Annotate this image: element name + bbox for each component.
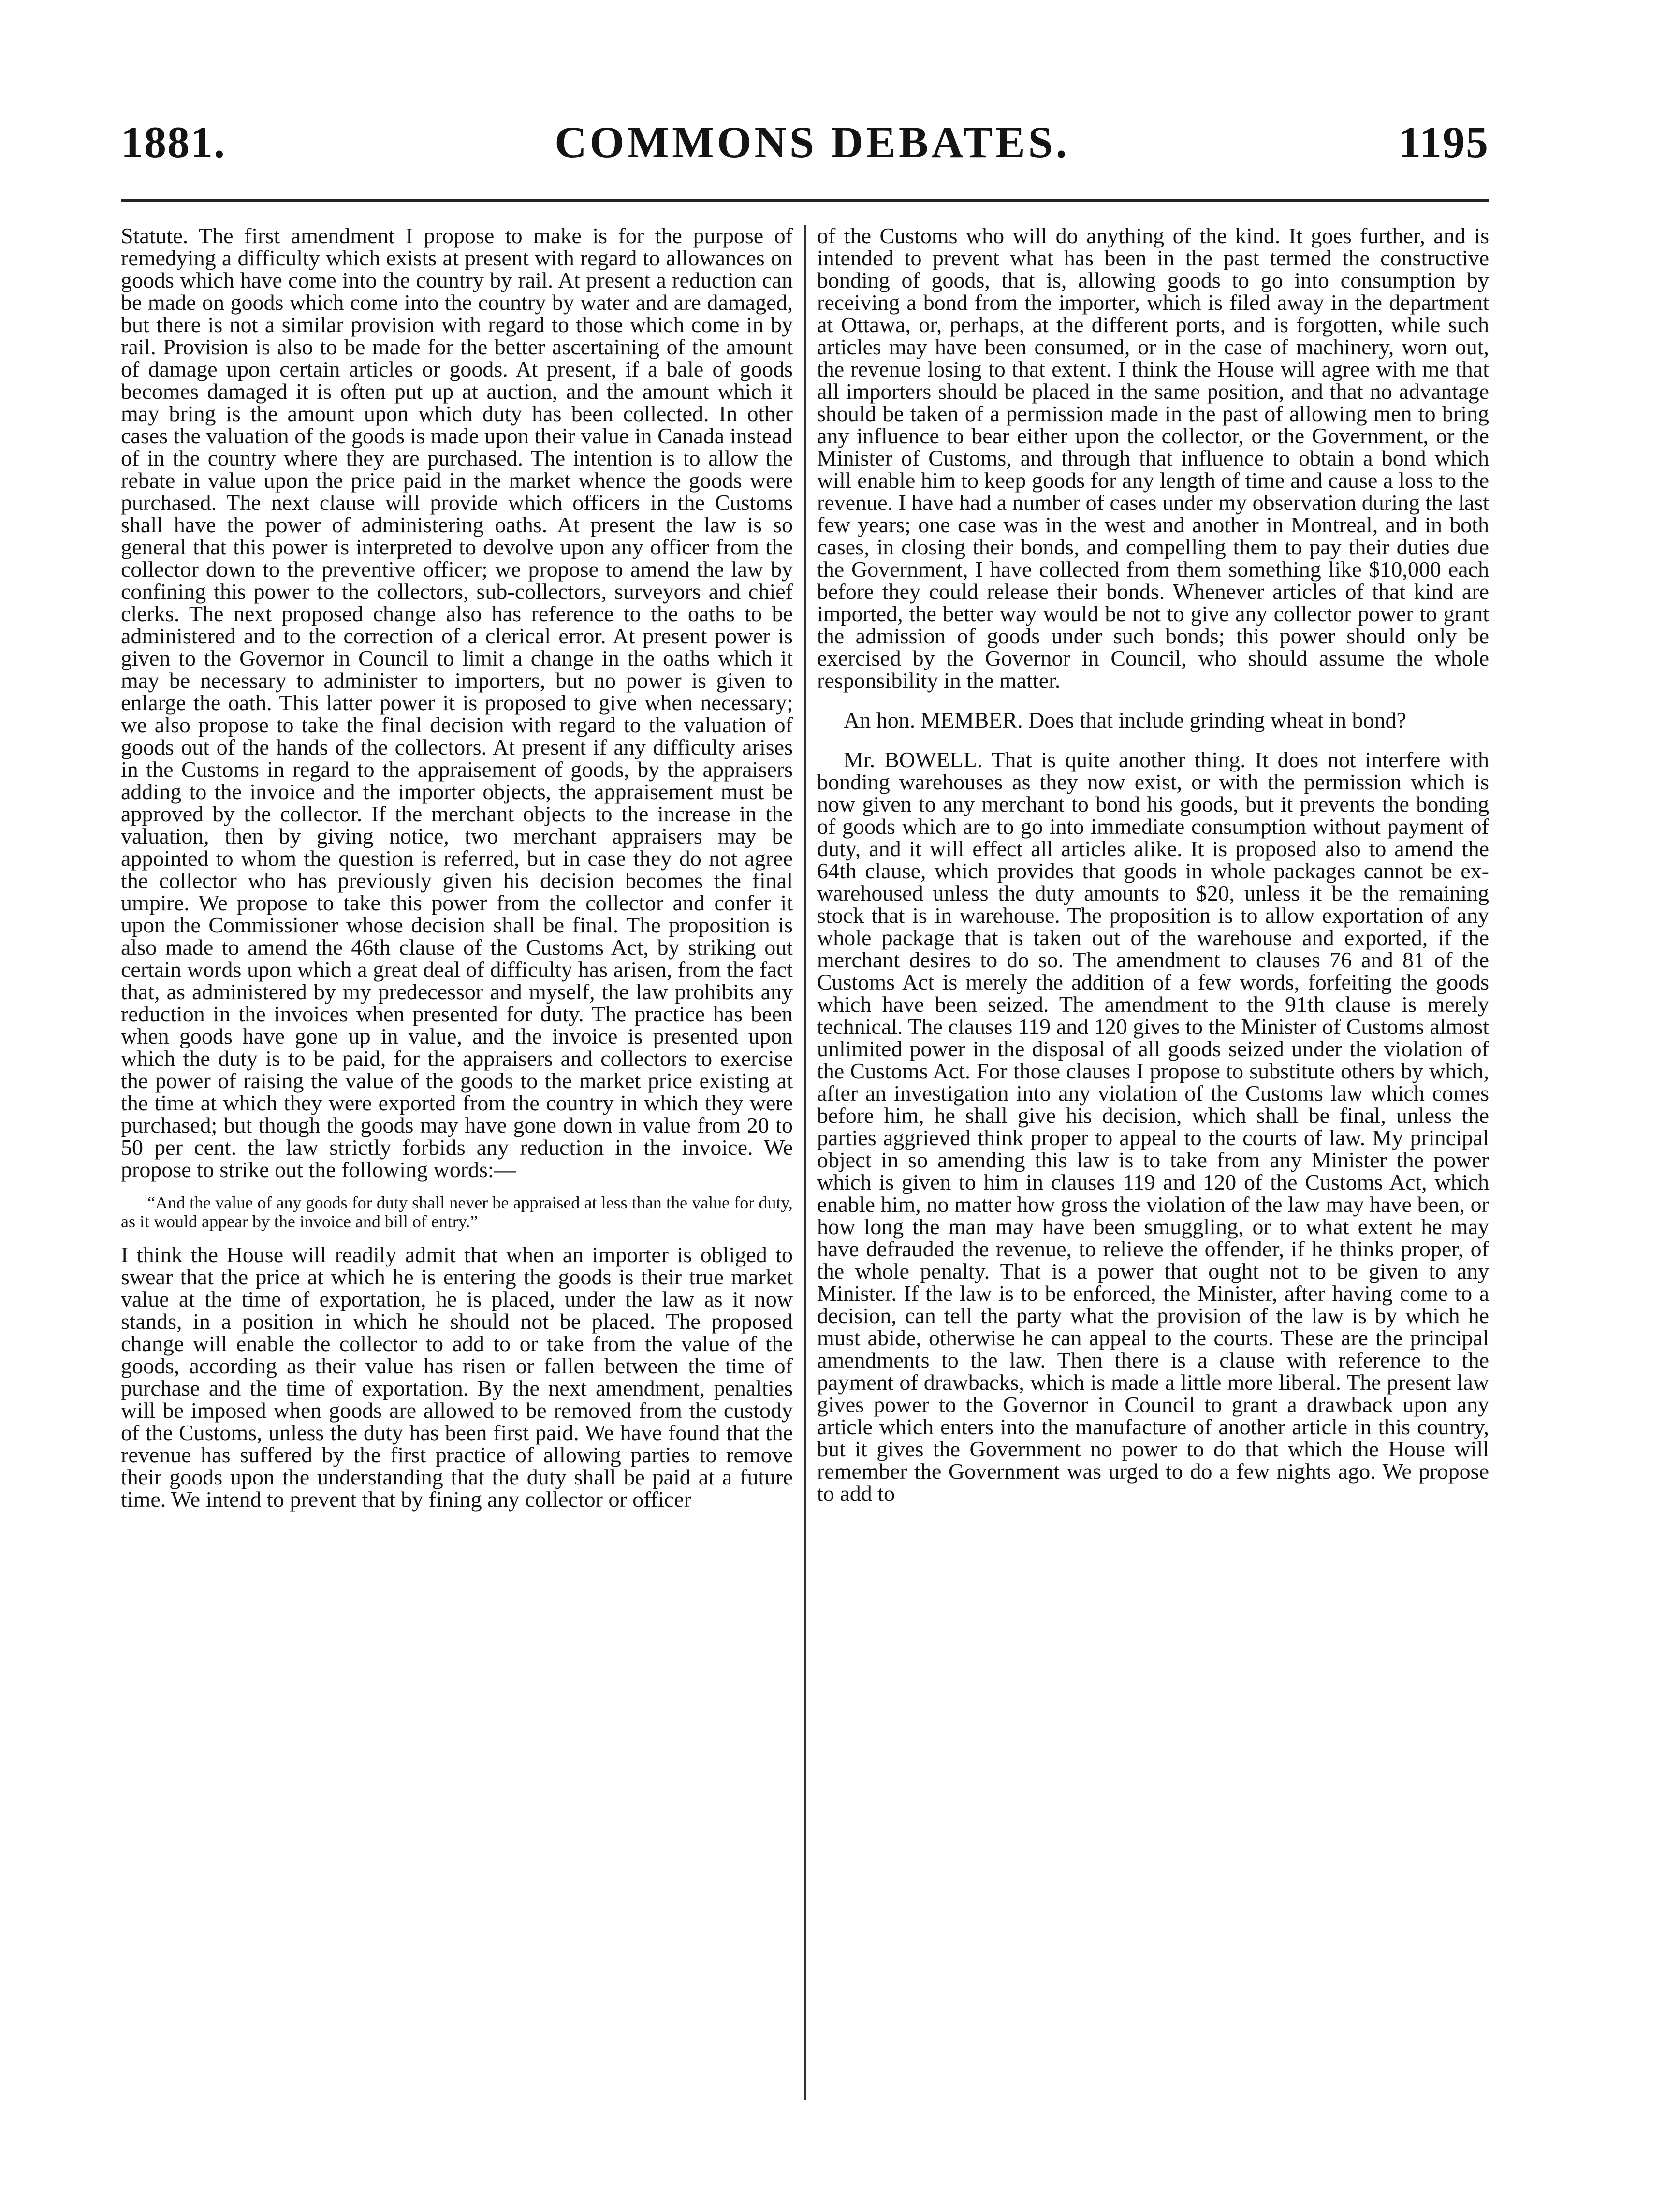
header-title: COMMONS DEBATES. [555,117,1070,167]
member-question: An hon. MEMBER. Does that include grinding wheat in bond? [844,708,1406,732]
header-rule [121,199,1489,202]
quoted-clause: “And the value of any goods for duty shall never be appraised at less than the value for duty, as it would appear by the invoice and bill of entry.” [121,1193,793,1231]
left-paragraph-1: Statute. The first amendment I propose to make is for the purpose of remedying a difficulty which exists at present with regard to allowances on goods which have come into the country by rail. At present a reduction can be made on goods which come into the country by water and are damaged, but there is not a similar provision with regard to those which come in by rail. Provision is also to be made for the better ascertaining of the amount of damage upon certain articles or goods. At present, if a bale of goods becomes damaged it is often put up at auction, and the amount which it may bring is the amount upon which duty has been collected. In other cases the valuation of the goods is made upon their value in Canada instead of in the country where they are purchased. The intention is to allow the rebate in value upon the price paid in the market whence the goods were purchased. The next clause will provide which officers in the Customs shall have the power of administering oaths. At present the law is so general that this power is interpreted to devolve upon any officer from the collector down to the preventive officer; we propose to amend the law by confining this power to the collectors, sub-collectors, surveyors and chief clerks. The next proposed change also has reference to the oaths to be administered and to the correction of a clerical error. At present power is given to the Governor in Council to limit a change in the oaths which it may be necessary to administer to importers, but no power is given to enlarge the oath. This latter power it is proposed to give when necessary; we also propose to take the final decision with regard to the valuation of goods out of the hands of the collectors. At present if any difficulty arises in the Customs in regard to the appraisement of goods, by the appraisers adding to the invoice and the importer objects, the appraisement must be approved by the collector. If the merchant objects to the increase in the valuation, then by giving notice, two merchant appraisers may be appointed to whom the question is referred, but in case they do not agree the collector who has previously given his decision becomes the final umpire. We propose to take this power from the collector and confer it upon the Commissioner whose decision shall be final. The proposition is also made to amend the 46th clause of the Customs Act, by striking out certain words upon which a great deal of difficulty has arisen, from the fact that, as administered by my predecessor and myself, the law prohibits any reduction in the invoices when presented for duty. The practice has been when goods have gone up in value, and the invoice is presented upon which the duty is to be paid, for the appraisers and collectors to exercise the power of raising the value of the goods to the market price existing at the time at which they were exported from the country in which they were purchased; but though the goods may have gone down in value from 20 to 50 per cent. the law strictly forbids any reduction in the invoice. We propose to strike out the following words:— [121,225,793,1182]
header-year: 1881. [121,117,226,167]
right-paragraph-1: of the Customs who will do anything of the kind. It goes further, and is intended to prevent what has been in the past termed the constructive bonding of goods, that is, allowing goods to go into consumption by receiving a bond from the importer, which is filed away in the department at Ottawa, or, perhaps, at the different ports, and is forgotten, while such articles may have been consumed, or in the case of machinery, worn out, the revenue losing to that extent. I think the House will agree with me that all importers should be placed in the same position, and that no advantage should be taken of a permission made in the past of allowing men to bring any influence to bear either upon the collector, or the Government, or the Minister of Customs, and through that influence to obtain a bond which will enable him to keep goods for any length of time and cause a loss to the revenue. I have had a number of cases under my observation during the last few years; one case was in the west and another in Montreal, and in both cases, in closing their bonds, and compelling them to pay their duties due the Government, I have collected from them something like $10,000 each before they could release their bonds. Whenever articles of that kind are imported, the better way would be not to give any collector power to grant the admission of goods under such bonds; this power should only be exercised by the Governor in Council, who should assume the whole responsibility in the matter. [817,225,1489,693]
left-column [121,225,793,2100]
header-page-number: 1195 [1399,117,1489,167]
column-divider [804,225,806,2100]
left-paragraph-2: I think the House will readily admit that when an importer is obliged to swear that the price at which he is entering the goods is their true market value at the time of exportation, he is placed, under the law as it now stands, in a position in which he should not be placed. The proposed change will enable the collector to add to or take from the value of the goods, according as their value has risen or fallen between the time of purchase and the time of exportation. By the next amendment, penalties will be imposed when goods are allowed to be removed from the custody of the Customs, unless the duty has been first paid. We have found that the revenue has suffered by the first practice of allowing parties to remove their goods upon the understanding that the duty shall be paid at a future time. We intend to prevent that by fining any collector or officer [121,1242,793,1512]
bowell-reply: Mr. BOWELL. That is quite another thing. It does not interfere with bonding warehouses as they now exist, or with the permission which is now given to any merchant to bond his goods, but it prevents the bonding of goods which are to go into immediate consumption without payment of duty, and it will effect all articles alike. It is proposed also to amend the 64th clause, which provides that goods in whole packages cannot be ex-warehoused unless the duty amounts to $20, unless it be the remaining stock that is in warehouse. The proposition is to allow exportation of any whole package that is taken out of the warehouse and exported, if the merchant desires to do so. The amendment to clauses 76 and 81 of the Customs Act is merely the addition of a few words, forfeiting the goods which have been seized. The amendment to the 91th clause is merely technical. The clauses 119 and 120 gives to the Minister of Customs almost unlimited power in the disposal of all goods seized under the violation of the Customs Act. For those clauses I propose to substitute others by which, after an investigation into any violation of the Customs law which comes before him, he shall give his decision, which shall be final, unless the parties aggrieved think proper to appeal to the courts of law. My principal object in so amending this law is to take from any Minister the power which is given to him in clauses 119 and 120 of the Customs Act, which enable him, no matter how gross the violation of the law may have been, or how long the man may have been smuggling, or to what extent he may have defrauded the revenue, to relieve the offender, if he thinks proper, of the whole penalty. That is a power that ought not to be given to any Minister. If the law is to be enforced, the Minister, after having come to a decision, can tell the party what the provision of the law is by which he must abide, otherwise he can appeal to the courts. These are the principal amendments to the law. Then there is a clause with reference to the payment of drawbacks, which is made a little more liberal. The present law gives power to the Governor in Council to grant a drawback upon any article which enters into the manufacture of another article in this country, but it gives the Government no power to do that which the House will remember the Government was urged to do a few nights ago. We propose to add to [817,747,1489,1506]
right-column [817,225,1489,2100]
text-columns [121,225,1489,2100]
page-header [121,102,1489,167]
